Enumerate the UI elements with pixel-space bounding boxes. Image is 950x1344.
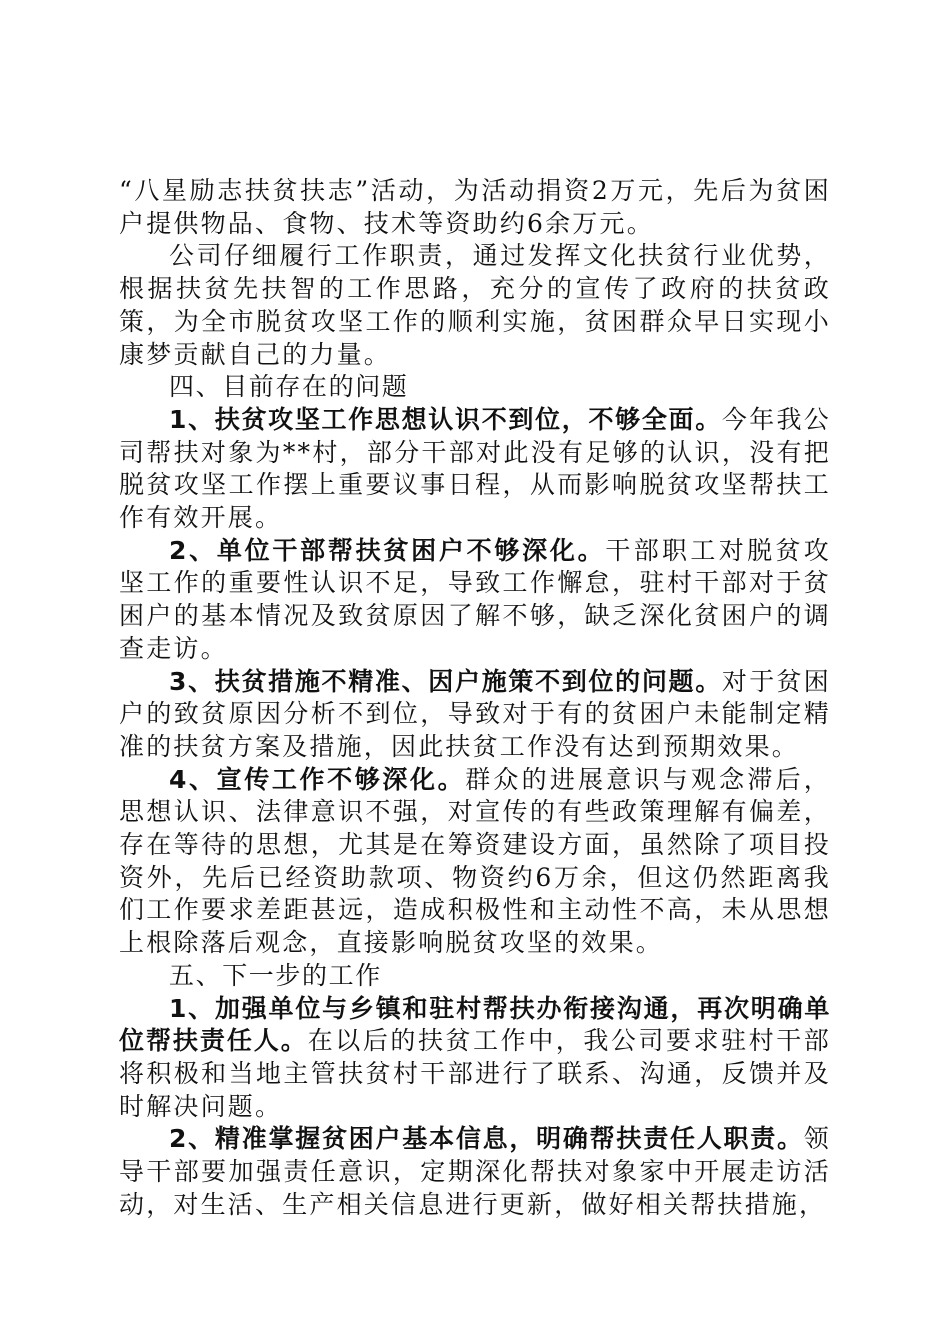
paragraph-text: “八星励志扶贫扶志”活动，为活动捐资2万元，先后为贫困户提供物品、食物、技术等资助约6余万元。 xyxy=(119,176,831,238)
paragraph-company-duties xyxy=(119,240,831,371)
document-body xyxy=(119,175,831,1222)
paragraph-next-step-2 xyxy=(119,1123,831,1221)
paragraph-lead-bold: 2、单位干部帮扶贫困户不够深化。 xyxy=(169,535,606,565)
paragraph-lead-bold: 1、加强单位与乡镇和驻村帮扶办衔接沟通，再次明确单位帮扶责任人。 xyxy=(119,993,831,1056)
paragraph-problem-1 xyxy=(119,404,831,535)
paragraph-activity-donation xyxy=(119,175,831,240)
paragraph-problem-2 xyxy=(119,535,831,666)
section-heading-problems xyxy=(119,371,831,404)
paragraph-text: 今年我公司帮扶对象为**村，部分干部对此没有足够的认识，没有把脱贫攻坚工作摆上重要议事日程，从而影响脱贫攻坚帮扶工作有效开展。 xyxy=(119,404,831,533)
paragraph-text: 群众的进展意识与观念滞后，思想认识、法律意识不强，对宣传的有些政策理解有偏差，存在等待的思想，尤其是在筹资建设方面，虽然除了项目投资外，先后已经资助款项、物资约6万余，但这仍然距离我们工作要求差距甚远，造成积极性和主动性不高，未从思想上根除落后观念，直接影响脱贫攻坚的效果。 xyxy=(119,764,831,958)
paragraph-next-step-1 xyxy=(119,993,831,1124)
paragraph-lead-bold: 3、扶贫措施不精准、因户施策不到位的问题。 xyxy=(169,666,722,696)
paragraph-text: 在以后的扶贫工作中，我公司要求驻村干部将积极和当地主管扶贫村干部进行了联系、沟通，反馈并及时解决问题。 xyxy=(119,1026,831,1121)
heading-text: 五、下一步的工作 xyxy=(169,960,382,990)
paragraph-lead-bold: 4、宣传工作不够深化。 xyxy=(169,764,466,794)
paragraph-problem-3 xyxy=(119,666,831,764)
paragraph-text: 领导干部要加强责任意识，定期深化帮扶对象家中开展走访活动，对生活、生产相关信息进行更新，做好相关帮扶措施， xyxy=(119,1124,831,1219)
paragraph-problem-4 xyxy=(119,764,831,960)
section-heading-next-steps xyxy=(119,960,831,993)
paragraph-text: 公司仔细履行工作职责，通过发挥文化扶贫行业优势，根据扶贫先扶智的工作思路，充分的宣传了政府的扶贫政策，为全市脱贫攻坚工作的顺利实施，贫困群众早日实现小康梦贡献自己的力量。 xyxy=(119,241,831,369)
paragraph-text: 对于贫困户的致贫原因分析不到位，导致对于有的贫困户未能制定精准的扶贫方案及措施，因此扶贫工作没有达到预期效果。 xyxy=(119,666,831,761)
paragraph-lead-bold: 2、精准掌握贫困户基本信息，明确帮扶责任人职责。 xyxy=(169,1124,804,1154)
paragraph-lead-bold: 1、扶贫攻坚工作思想认识不到位，不够全面。 xyxy=(169,404,722,434)
heading-text: 四、目前存在的问题 xyxy=(169,372,409,402)
paragraph-text: 干部职工对脱贫攻坚工作的重要性认识不足，导致工作懈怠，驻村干部对于贫困户的基本情况及致贫原因了解不够，缺乏深化贫困户的调查走访。 xyxy=(119,535,831,663)
